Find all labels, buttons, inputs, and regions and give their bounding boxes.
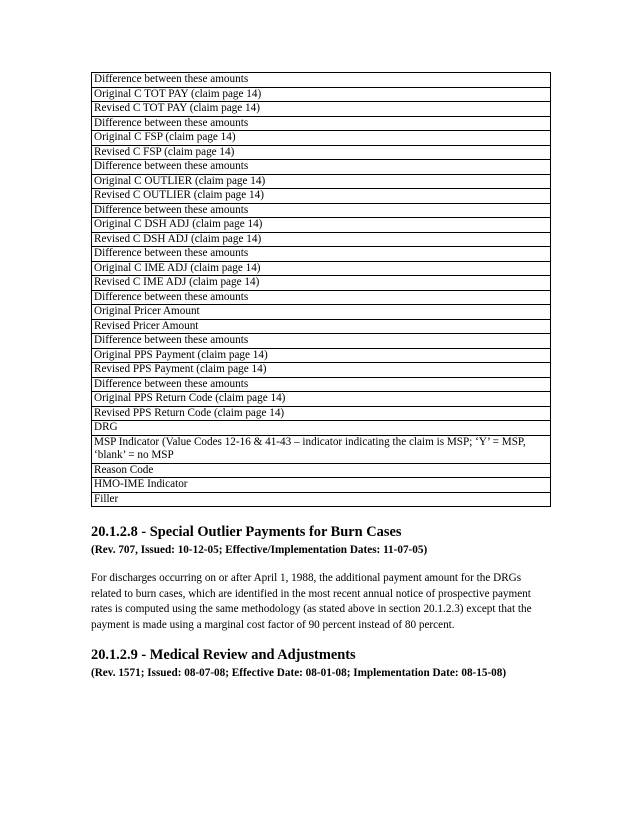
table-cell: Revised C DSH ADJ (claim page 14) xyxy=(92,232,551,247)
table-row xyxy=(92,87,551,102)
table-cell: DRG xyxy=(92,421,551,436)
table-row xyxy=(92,478,551,493)
table-cell: Difference between these amounts xyxy=(92,73,551,88)
table-row xyxy=(92,189,551,204)
section-title: 20.1.2.9 - Medical Review and Adjustments xyxy=(91,647,356,663)
table-row xyxy=(92,334,551,349)
section-paragraph: For discharges occurring on or after April 1, 1988, the additional payment amount for the DRGs related to burn cases, which are identified in the most recent annual notice of prospective payment rates is computed using the same methodology (as stated above in section 20.1.2.3) except that the payment is made using a marginal cost factor of 90 percent instead of 80 percent. xyxy=(91,572,532,631)
table-cell: Filler xyxy=(92,492,551,507)
section-burn-cases xyxy=(91,524,551,633)
table-row xyxy=(92,319,551,334)
table-row xyxy=(92,261,551,276)
table-cell: Revised PPS Payment (claim page 14) xyxy=(92,363,551,378)
table-cell: Original C OUTLIER (claim page 14) xyxy=(92,174,551,189)
table-cell: Original Pricer Amount xyxy=(92,305,551,320)
field-list-body xyxy=(92,73,551,507)
table-cell: Original C FSP (claim page 14) xyxy=(92,131,551,146)
table-row xyxy=(92,218,551,233)
table-row xyxy=(92,492,551,507)
table-cell: Difference between these amounts xyxy=(92,377,551,392)
table-row xyxy=(92,174,551,189)
table-cell: Difference between these amounts xyxy=(92,116,551,131)
table-cell: Original PPS Return Code (claim page 14) xyxy=(92,392,551,407)
table-cell: Revised C TOT PAY (claim page 14) xyxy=(92,102,551,117)
revision-note: (Rev. 707, Issued: 10-12-05; Effective/Implementation Dates: 11-07-05) xyxy=(91,544,428,556)
table-row xyxy=(92,421,551,436)
table-cell: Difference between these amounts xyxy=(92,160,551,175)
section-medical-review xyxy=(91,647,551,681)
field-list-table xyxy=(91,72,551,507)
table-row xyxy=(92,305,551,320)
table-row xyxy=(92,73,551,88)
table-row xyxy=(92,203,551,218)
table-cell: MSP Indicator (Value Codes 12-16 & 41-43 – indicator indicating the claim is MSP; ‘Y’ = MSP, ‘blank’ = no MSP xyxy=(92,435,551,463)
table-cell: Difference between these amounts xyxy=(92,290,551,305)
table-row xyxy=(92,276,551,291)
table-cell: Difference between these amounts xyxy=(92,247,551,262)
table-cell: Original PPS Payment (claim page 14) xyxy=(92,348,551,363)
table-cell: Revised C OUTLIER (claim page 14) xyxy=(92,189,551,204)
table-cell: Revised C FSP (claim page 14) xyxy=(92,145,551,160)
table-cell: Difference between these amounts xyxy=(92,203,551,218)
table-cell: HMO-IME Indicator xyxy=(92,478,551,493)
document-page xyxy=(91,72,551,681)
table-row xyxy=(92,392,551,407)
table-cell: Difference between these amounts xyxy=(92,334,551,349)
table-cell: Revised C IME ADJ (claim page 14) xyxy=(92,276,551,291)
revision-note: (Rev. 1571; Issued: 08-07-08; Effective Date: 08-01-08; Implementation Date: 08-15-08) xyxy=(91,667,507,679)
section-title: 20.1.2.8 - Special Outlier Payments for Burn Cases xyxy=(91,524,402,540)
table-row xyxy=(92,116,551,131)
table-row xyxy=(92,232,551,247)
table-row xyxy=(92,377,551,392)
table-cell: Original C TOT PAY (claim page 14) xyxy=(92,87,551,102)
table-cell: Original C DSH ADJ (claim page 14) xyxy=(92,218,551,233)
table-row xyxy=(92,406,551,421)
table-row xyxy=(92,160,551,175)
table-row xyxy=(92,247,551,262)
table-row xyxy=(92,435,551,463)
table-cell: Original C IME ADJ (claim page 14) xyxy=(92,261,551,276)
table-cell: Revised Pricer Amount xyxy=(92,319,551,334)
table-cell: Revised PPS Return Code (claim page 14) xyxy=(92,406,551,421)
table-row xyxy=(92,348,551,363)
table-row xyxy=(92,131,551,146)
table-row xyxy=(92,102,551,117)
table-row xyxy=(92,363,551,378)
table-row xyxy=(92,145,551,160)
table-cell: Reason Code xyxy=(92,463,551,478)
table-row xyxy=(92,290,551,305)
table-row xyxy=(92,463,551,478)
